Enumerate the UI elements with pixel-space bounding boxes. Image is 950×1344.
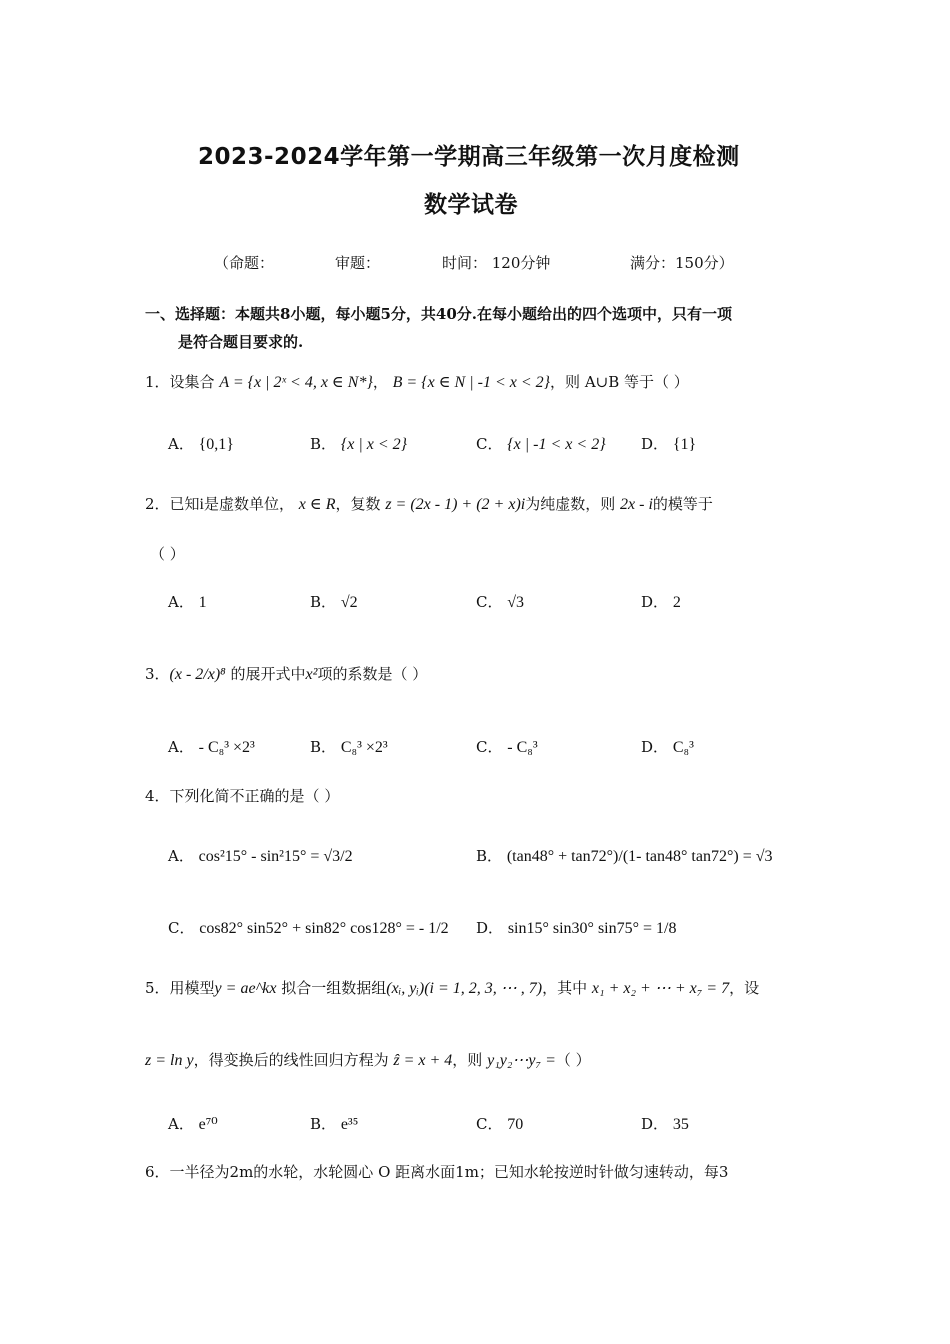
q1-option-d[interactable]: D． {1} [641, 435, 697, 453]
q5-stem-line2: z = ln y，得变换后的线性回归方程为 ẑ = x + 4，则 y₁y₂⋯y₇ =（ ） [145, 1051, 591, 1069]
q5-stem-line1: 5．用模型y = ae^kx 拟合一组数据组(xᵢ, yᵢ)(i = 1, 2, 3, ⋯ , 7)，其中 x₁ + x₂ + ⋯ + x₇ = 7，设 [145, 979, 760, 997]
q1-set-b: B = {x ∈ N | -1 < x < 2} [392, 374, 551, 391]
info-time: 时间： 120分钟 [442, 254, 551, 272]
q1-sep: ， [372, 373, 388, 391]
q3-binomial: (x - 2/x)⁸ [169, 666, 226, 683]
q2-option-c[interactable]: C． √3 [476, 593, 525, 611]
q4-option-b[interactable]: B． (tan48° + tan72°)/(1- tan48° tan72°) = √3 [476, 847, 773, 865]
q1-option-a[interactable]: A． {0,1} [168, 435, 234, 453]
q1-set-a: A = {x | 2ˣ < 4, x ∈ N*} [219, 374, 373, 391]
q2-answer-paren: （ ） [150, 545, 185, 563]
q5-option-a[interactable]: A． e⁷⁰ [168, 1115, 218, 1133]
info-author: （命题： [214, 254, 275, 272]
q3-stem: 3．(x - 2/x)⁸ 的展开式中x²项的系数是（ ） [145, 665, 428, 683]
q3-option-a[interactable]: A． - C₈³ ×2³ [168, 738, 255, 756]
q4-stem: 4．下列化简不正确的是（ ） [145, 787, 340, 805]
q2-stem: 2．已知i是虚数单位， x ∈ R，复数 z = (2x - 1) + (2 + x)i为纯虚数，则 2x - i的模等于 [145, 495, 713, 513]
section-heading-line2: 是符合题目要求的. [178, 333, 304, 351]
q3-option-d[interactable]: D． C₈³ [641, 738, 694, 756]
page-title: 2023-2024学年第一学期高三年级第一次月度检测 [198, 144, 740, 170]
q1-option-c[interactable]: C． {x | -1 < x < 2} [476, 435, 606, 453]
info-score: 满分：150分） [630, 254, 734, 272]
q1-num: 1．设集合 [145, 373, 215, 391]
q4-option-d[interactable]: D． sin15° sin30° sin75° = 1/8 [476, 919, 677, 937]
q1-stem [145, 368, 689, 397]
section-heading-line1: 一、选择题：本题共8小题，每小题5分，共40分.在每小题给出的四个选项中，只有一项 [145, 305, 732, 323]
q4-option-a[interactable]: A． cos²15° - sin²15° = √3/2 [168, 847, 353, 865]
q2-option-a[interactable]: A． 1 [168, 593, 207, 611]
q6-stem: 6．一半径为2m的水轮，水轮圆心 O 距离水面1m；已知水轮按逆时针做匀速转动，每3 [145, 1163, 729, 1181]
q5-option-b[interactable]: B． e³⁵ [310, 1115, 359, 1133]
q2-option-b[interactable]: B． √2 [310, 593, 358, 611]
page-subtitle: 数学试卷 [424, 192, 518, 218]
q5-option-c[interactable]: C． 70 [476, 1115, 524, 1133]
q4-option-c[interactable]: C． cos82° sin52° + sin82° cos128° = - 1/2 [168, 919, 449, 937]
q1-option-b[interactable]: B． {x | x < 2} [310, 435, 408, 453]
q2-option-d[interactable]: D． 2 [641, 593, 681, 611]
q1-tail: ，则 A∪B 等于（ ） [550, 373, 689, 391]
info-reviewer: 审题： [335, 254, 381, 272]
q5-option-d[interactable]: D． 35 [641, 1115, 689, 1133]
q3-option-b[interactable]: B． C₈³ ×2³ [310, 738, 388, 756]
q3-option-c[interactable]: C． - C₈³ [476, 738, 538, 756]
